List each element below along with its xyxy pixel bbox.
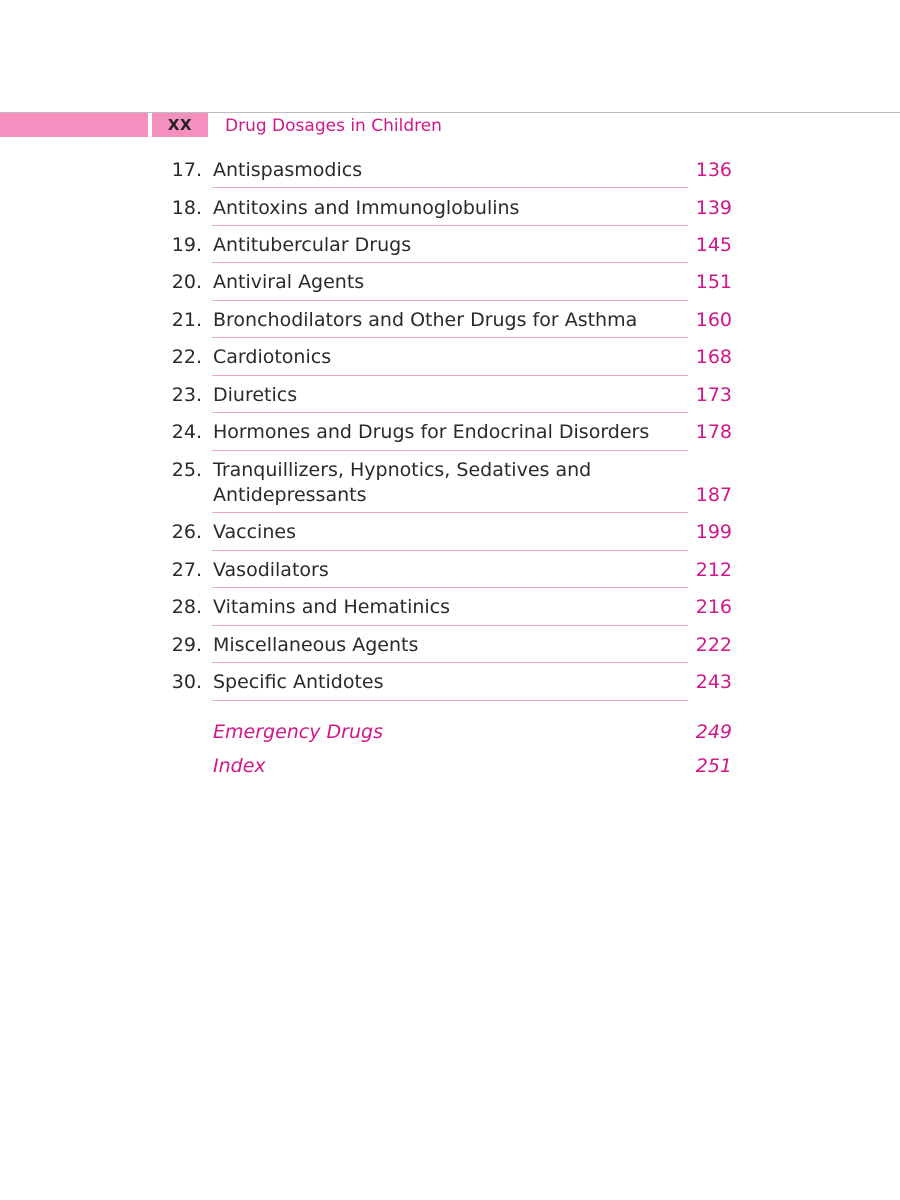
toc-entry-number: 21. — [171, 309, 202, 331]
toc-entry-number: 30. — [171, 671, 202, 693]
toc-entry-page: 199 — [695, 521, 732, 543]
toc-entry-page: 222 — [695, 634, 732, 656]
toc-divider — [212, 225, 688, 226]
toc-divider — [212, 262, 688, 263]
toc-entry-page: 168 — [695, 346, 732, 368]
toc-entry-number: 24. — [171, 421, 202, 443]
toc-entry-title: Antiviral Agents — [213, 271, 365, 293]
toc-extra-page: 249 — [695, 721, 732, 743]
toc-entry-number: 20. — [171, 271, 202, 293]
toc-divider — [212, 512, 688, 513]
toc-entry-title-line2: Antidepressants — [213, 484, 367, 506]
toc-divider — [212, 550, 688, 551]
toc-divider — [212, 700, 688, 701]
toc-divider — [212, 662, 688, 663]
toc-entry-page: 136 — [695, 159, 732, 181]
toc-entry-number: 17. — [171, 159, 202, 181]
toc-entry-title: Specific Antidotes — [213, 671, 384, 693]
toc-entry-page: 212 — [695, 559, 732, 581]
toc-entry-page: 145 — [695, 234, 732, 256]
toc-entry-title: Diuretics — [213, 384, 298, 406]
toc-divider — [212, 587, 688, 588]
toc-entry-number: 18. — [171, 197, 202, 219]
header-color-band — [0, 113, 148, 137]
toc-divider — [212, 450, 688, 451]
toc-extra-title: Index — [213, 755, 266, 777]
toc-entry-page: 151 — [695, 271, 732, 293]
toc-entry-number: 27. — [171, 559, 202, 581]
toc-entry-number: 19. — [171, 234, 202, 256]
toc-entry-number: 26. — [171, 521, 202, 543]
toc-entry-title: Hormones and Drugs for Endocrinal Disorders — [213, 421, 650, 443]
toc-entry-title-line1: Tranquillizers, Hypnotics, Sedatives and — [213, 459, 592, 481]
toc-entry-title: Vaccines — [213, 521, 296, 543]
toc-entry-title: Bronchodilators and Other Drugs for Asthma — [213, 309, 638, 331]
toc-entry-page: 216 — [695, 596, 732, 618]
toc-divider — [212, 337, 688, 338]
toc-extra-title: Emergency Drugs — [213, 721, 383, 743]
toc-entry-page: 187 — [695, 484, 732, 506]
header-book-title: Drug Dosages in Children — [225, 116, 442, 136]
toc-divider — [212, 412, 688, 413]
toc-entry-number: 23. — [171, 384, 202, 406]
toc-entry-title: Cardiotonics — [213, 346, 332, 368]
toc-divider — [212, 625, 688, 626]
toc-entry-number: 29. — [171, 634, 202, 656]
toc-divider — [212, 187, 688, 188]
toc-entry-page: 139 — [695, 197, 732, 219]
toc-divider — [212, 375, 688, 376]
toc-entry-page: 178 — [695, 421, 732, 443]
toc-entry-title: Antitubercular Drugs — [213, 234, 412, 256]
toc-entry-number: 25. — [171, 459, 202, 481]
toc-entry-title: Antitoxins and Immunoglobulins — [213, 197, 520, 219]
toc-entry-number: 22. — [171, 346, 202, 368]
toc-divider — [212, 300, 688, 301]
toc-entry-number: 28. — [171, 596, 202, 618]
toc-entry-title: Miscellaneous Agents — [213, 634, 419, 656]
toc-entry-title: Antispasmodics — [213, 159, 363, 181]
toc-entry-page: 173 — [695, 384, 732, 406]
header-page-number: XX — [152, 113, 208, 137]
toc-entry-page: 243 — [695, 671, 732, 693]
toc-entry-title: Vasodilators — [213, 559, 329, 581]
toc-extra-page: 251 — [695, 755, 732, 777]
toc-entry-page: 160 — [695, 309, 732, 331]
toc-entry-title: Vitamins and Hematinics — [213, 596, 451, 618]
